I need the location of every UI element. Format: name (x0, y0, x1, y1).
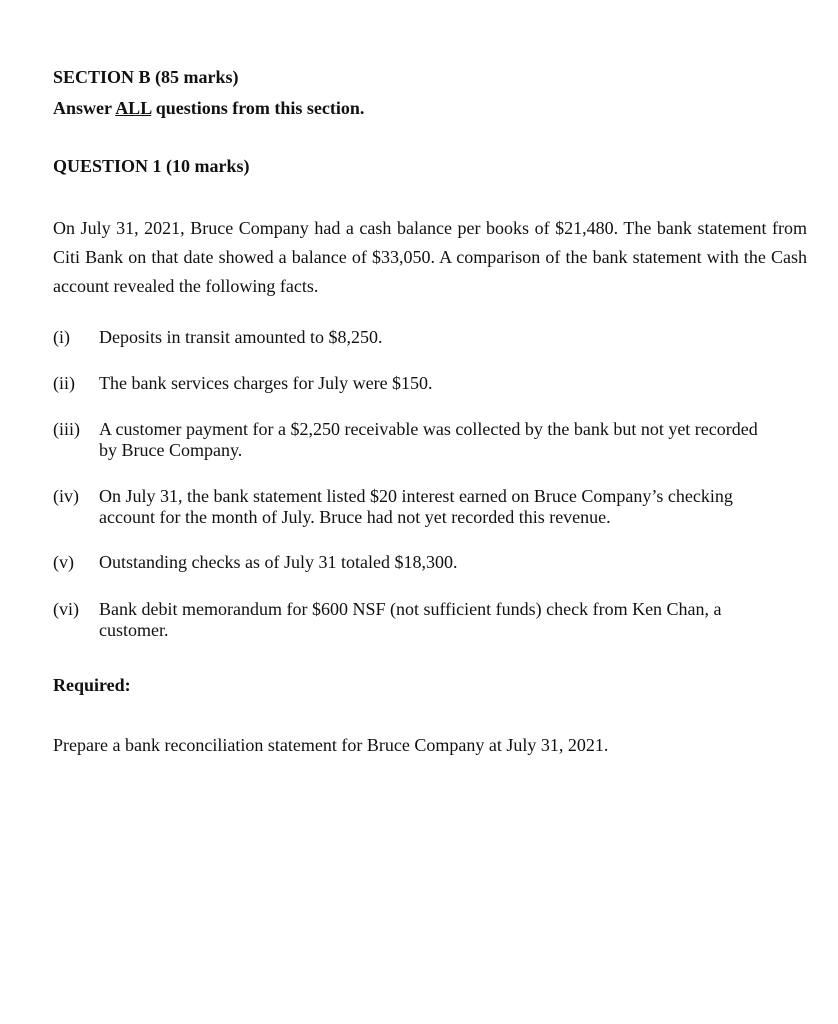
fact-number: (ii) (53, 373, 75, 393)
required-label: Required: (53, 675, 131, 695)
fact-text: Bank debit memorandum for $600 NSF (not sufficient funds) check from Ken Chan, a customer. (99, 599, 722, 640)
fact-number: (i) (53, 327, 70, 347)
instruction-suffix: questions from this section. (151, 98, 365, 118)
fact-text: Deposits in transit amounted to $8,250. (99, 327, 383, 347)
fact-text: Outstanding checks as of July 31 totaled $18,300. (99, 552, 458, 572)
fact-item-v (53, 552, 773, 573)
question-title: QUESTION 1 (10 marks) (53, 156, 250, 176)
instruction-prefix: Answer (53, 98, 116, 118)
fact-item-iii (53, 419, 773, 461)
fact-item-i (53, 327, 773, 348)
instruction-emphasis: ALL (115, 98, 152, 118)
task-text: Prepare a bank reconciliation statement for Bruce Company at July 31, 2021. (53, 735, 609, 755)
fact-item-vi (53, 599, 773, 641)
section-instruction (53, 97, 364, 119)
question-intro: On July 31, 2021, Bruce Company had a cash balance per books of $21,480. The bank statement from Citi Bank on that date showed a balance of $33,050. A comparison of the bank statement with the Cash account revealed the following facts. (53, 218, 807, 296)
fact-item-iv (53, 486, 773, 528)
fact-number: (vi) (53, 599, 79, 619)
fact-item-ii (53, 373, 773, 394)
fact-number: (iv) (53, 486, 79, 506)
fact-text: The bank services charges for July were $150. (99, 373, 433, 393)
fact-text: On July 31, the bank statement listed $20 interest earned on Bruce Company’s checking account for the month of July. Bruce had not yet recorded this revenue. (99, 486, 733, 527)
section-title: SECTION B (85 marks) (53, 67, 239, 87)
fact-text: A customer payment for a $2,250 receivable was collected by the bank but not yet recorded by Bruce Company. (99, 419, 758, 460)
fact-number: (v) (53, 552, 74, 572)
fact-number: (iii) (53, 419, 80, 439)
